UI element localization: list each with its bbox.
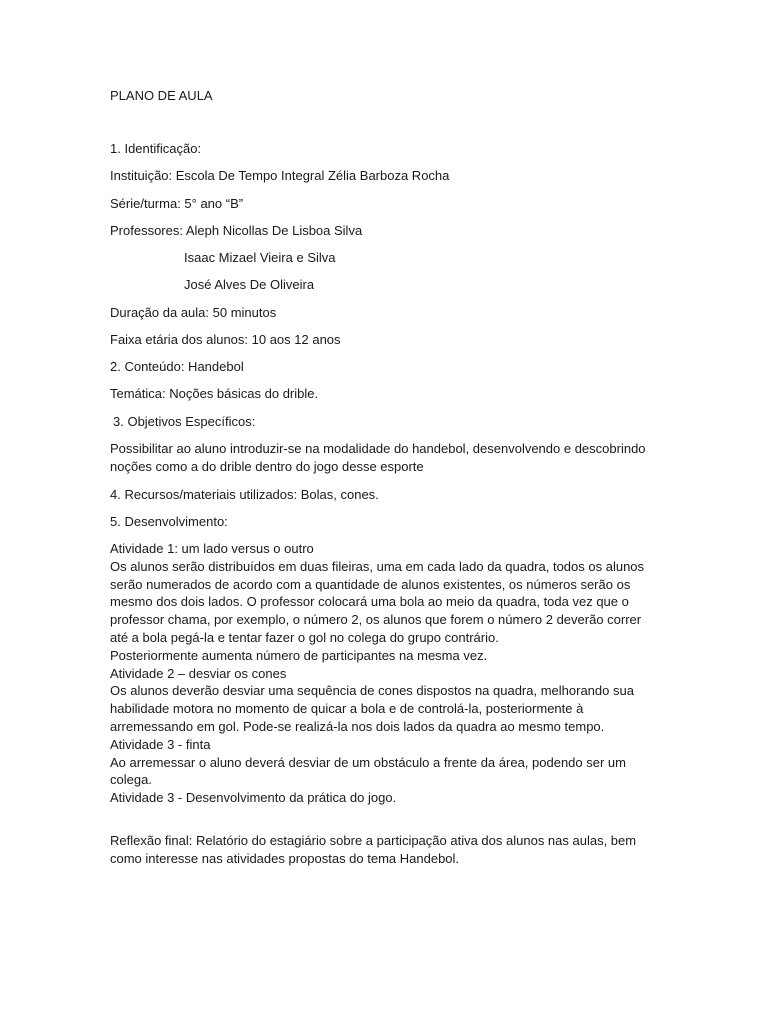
instituicao-line: Instituição: Escola De Tempo Integral Zélia Barboza Rocha [110, 168, 450, 183]
paragraph-line: professor chama, por exemplo, o número 2, os alunos que forem o número 2 deverão correr [110, 612, 642, 628]
conteudo-line: 2. Conteúdo: Handebol [110, 359, 244, 374]
document-title: PLANO DE AULA [110, 88, 213, 103]
identificacao-heading: 1. Identificação: [110, 141, 202, 156]
duracao-line: Duração da aula: 50 minutos [110, 305, 277, 320]
paragraph-line: Posteriormente aumenta número de participantes na mesma vez. [110, 647, 488, 663]
tematica-line: Temática: Noções básicas do drible. [110, 386, 319, 401]
paragraph-line: Os alunos deverão desviar uma sequência de cones dispostos na quadra, melhorando sua [110, 683, 634, 699]
reflexao-paragraph [110, 832, 670, 868]
recursos-line: 4. Recursos/materiais utilizados: Bolas, cones. [110, 487, 379, 502]
paragraph-line: Possibilitar ao aluno introduzir-se na modalidade do handebol, desenvolvendo e descobrindo [110, 441, 646, 456]
desenvolvimento-heading: 5. Desenvolvimento: [110, 514, 228, 529]
paragraph-line: Atividade 3 - finta [110, 736, 211, 752]
paragraph-line: Atividade 3 - Desenvolvimento da prática do jogo. [110, 790, 397, 806]
paragraph-line: serão numerados de acordo com a quantidade de alunos existentes, os números serão os [110, 576, 631, 592]
paragraph-line: arremessando em gol. Pode-se realizá-la nos dois lados da quadra ao mesmo tempo. [110, 718, 605, 734]
paragraph-line: noções como a do drible dentro do jogo desse esporte [110, 458, 424, 474]
paragraph-line: Atividade 1: um lado versus o outro [110, 541, 314, 556]
objetivos-heading: 3. Objetivos Específicos: [113, 414, 256, 429]
paragraph-line: Ao arremessar o aluno deverá desviar de um obstáculo a frente da área, podendo ser um [110, 754, 626, 770]
desenvolvimento-paragraph [110, 540, 670, 807]
paragraph-line: Reflexão final: Relatório do estagiário sobre a participação ativa dos alunos nas aulas, bem [110, 833, 637, 848]
professor-line: José Alves De Oliveira [184, 277, 315, 292]
paragraph-line: Os alunos serão distribuídos em duas fileiras, uma em cada lado da quadra, todos os alunos [110, 558, 645, 574]
faixa-etaria-line: Faixa etária dos alunos: 10 aos 12 anos [110, 332, 341, 347]
professor-line: Isaac Mizael Vieira e Silva [184, 250, 336, 265]
objetivos-paragraph [110, 440, 670, 476]
serie-line: Série/turma: 5° ano “B” [110, 196, 244, 211]
paragraph-line: Atividade 2 – desviar os cones [110, 665, 287, 681]
paragraph-line: habilidade motora no momento de quicar a bola e de controlá-la, posteriormente à [110, 701, 584, 717]
paragraph-line: como interesse nas atividades propostas do tema Handebol. [110, 850, 460, 866]
paragraph-line: colega. [110, 772, 152, 788]
professor-line: Professores: Aleph Nicollas De Lisboa Silva [110, 223, 363, 238]
paragraph-line: mesmo dos dois lados. O professor colocará uma bola ao meio da quadra, toda vez que o [110, 594, 629, 610]
paragraph-line: até a bola pegá-la e tentar fazer o gol no colega do grupo contrário. [110, 629, 499, 645]
